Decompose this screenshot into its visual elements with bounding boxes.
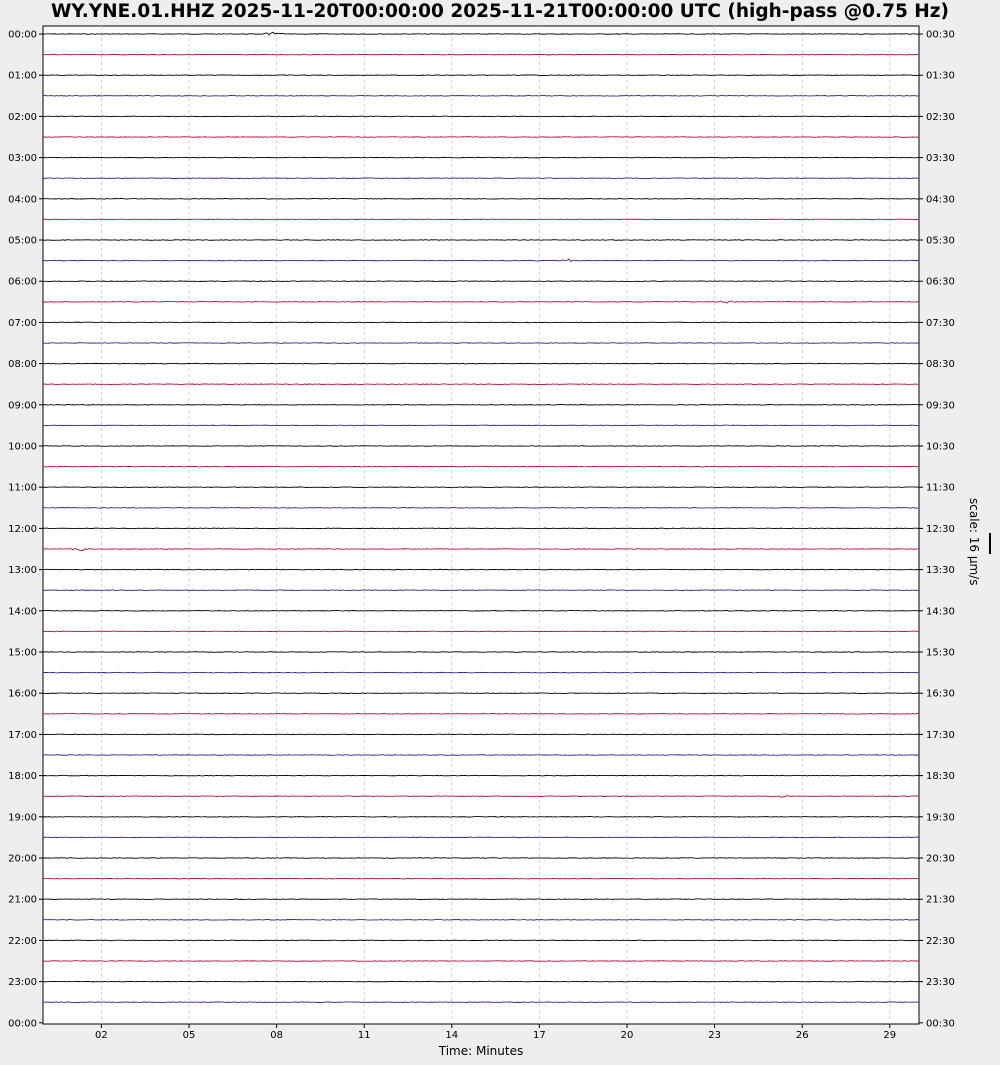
x-tick-label: 23	[708, 1030, 721, 1041]
seismic-trace	[43, 528, 919, 529]
right-time-label: 15:30	[926, 647, 955, 659]
left-time-label: 16:00	[8, 688, 37, 700]
right-time-label: 00:30	[926, 29, 955, 41]
right-time-labels	[919, 30, 955, 1030]
right-time-label: 16:30	[926, 688, 955, 700]
right-time-label: 13:30	[926, 565, 955, 577]
seismic-trace	[43, 961, 919, 962]
x-tick-label: 08	[270, 1030, 283, 1041]
left-time-label: 23:00	[8, 977, 37, 989]
scale-bar	[989, 533, 991, 554]
left-time-label: 12:00	[8, 523, 37, 535]
seismic-trace	[43, 281, 919, 282]
left-time-label: 02:00	[8, 111, 37, 123]
left-time-label: 15:00	[8, 647, 37, 659]
right-time-label: 18:30	[926, 771, 955, 783]
right-time-label: 02:30	[926, 111, 955, 123]
right-time-label: 07:30	[926, 317, 955, 329]
right-time-label: 23:30	[926, 977, 955, 989]
seismic-trace	[43, 199, 919, 200]
seismic-trace	[43, 817, 919, 818]
seismic-trace	[43, 920, 919, 921]
left-time-label: 03:00	[8, 153, 37, 165]
right-time-label: 12:30	[926, 523, 955, 535]
seismic-trace	[43, 652, 919, 653]
right-time-label: 04:30	[926, 194, 955, 206]
seismic-trace	[43, 487, 919, 488]
right-time-label: 09:30	[926, 400, 955, 412]
left-time-label: 00:00	[8, 29, 37, 41]
right-time-label: 22:30	[926, 935, 955, 947]
left-time-label: 18:00	[8, 771, 37, 783]
chart-title: WY.YNE.01.HHZ 2025-11-20T00:00:00 2025-11-21T00:00:00 UTC (high-pass @0.75 Hz)	[51, 1, 949, 22]
left-time-label: 21:00	[8, 894, 37, 906]
seismic-trace	[43, 343, 919, 344]
scale-label: scale: 16 μm/s	[967, 498, 981, 586]
left-time-label: 22:00	[8, 935, 37, 947]
seismic-trace	[43, 157, 919, 158]
left-time-label: 11:00	[8, 482, 37, 494]
seismic-trace	[43, 384, 919, 385]
left-time-label: 00:00	[8, 1018, 37, 1030]
right-time-label: 19:30	[926, 812, 955, 824]
right-time-label: 00:30	[926, 1018, 955, 1030]
seismic-trace	[43, 54, 919, 55]
x-tick-label: 11	[357, 1030, 371, 1041]
right-time-label: 10:30	[926, 441, 955, 453]
x-tick-label: 17	[533, 1030, 546, 1041]
x-tick-labels	[95, 1024, 896, 1041]
left-time-label: 08:00	[8, 359, 37, 371]
left-time-label: 06:00	[8, 276, 37, 288]
right-time-label: 21:30	[926, 894, 955, 906]
seismic-trace	[43, 405, 919, 406]
left-time-labels	[8, 30, 43, 1030]
x-tick-label: 05	[182, 1030, 196, 1041]
seismic-trace	[43, 219, 919, 220]
x-tick-label: 26	[795, 1030, 809, 1041]
seismic-trace	[43, 775, 919, 776]
left-time-label: 01:00	[8, 70, 37, 82]
left-time-label: 20:00	[8, 853, 37, 865]
right-time-label: 08:30	[926, 359, 955, 371]
seismic-trace	[43, 940, 919, 941]
x-tick-label: 20	[620, 1030, 634, 1041]
right-time-label: 14:30	[926, 606, 955, 618]
seismic-trace	[43, 116, 919, 117]
left-time-label: 14:00	[8, 606, 37, 618]
seismic-trace	[43, 858, 919, 859]
seismic-trace	[43, 240, 919, 241]
right-time-label: 11:30	[926, 482, 955, 494]
left-time-label: 04:00	[8, 194, 37, 206]
right-time-label: 03:30	[926, 153, 955, 165]
left-time-label: 07:00	[8, 317, 37, 329]
left-time-label: 09:00	[8, 400, 37, 412]
seismic-trace	[43, 837, 919, 838]
left-time-label: 19:00	[8, 812, 37, 824]
seismic-trace	[43, 322, 919, 323]
left-time-label: 17:00	[8, 729, 37, 741]
x-axis-label: Time: Minutes	[438, 1044, 524, 1058]
seismic-trace	[43, 693, 919, 694]
seismic-trace	[43, 899, 919, 900]
plot-area	[43, 26, 919, 1024]
x-tick-label: 29	[883, 1030, 897, 1041]
seismic-trace	[43, 714, 919, 715]
seismic-trace	[43, 755, 919, 756]
right-time-label: 01:30	[926, 70, 955, 82]
left-time-label: 05:00	[8, 235, 37, 247]
seismic-trace	[43, 981, 919, 982]
seismic-trace	[43, 363, 919, 364]
right-time-label: 20:30	[926, 853, 955, 865]
left-time-label: 10:00	[8, 441, 37, 453]
seismic-trace	[43, 590, 919, 591]
seismic-trace	[43, 75, 919, 76]
seismic-trace	[43, 611, 919, 612]
x-tick-label: 02	[95, 1030, 108, 1041]
right-time-label: 06:30	[926, 276, 955, 288]
left-time-label: 13:00	[8, 565, 37, 577]
x-tick-label: 14	[445, 1030, 459, 1041]
seismic-trace	[43, 1002, 919, 1003]
right-time-label: 05:30	[926, 235, 955, 247]
right-time-label: 17:30	[926, 729, 955, 741]
